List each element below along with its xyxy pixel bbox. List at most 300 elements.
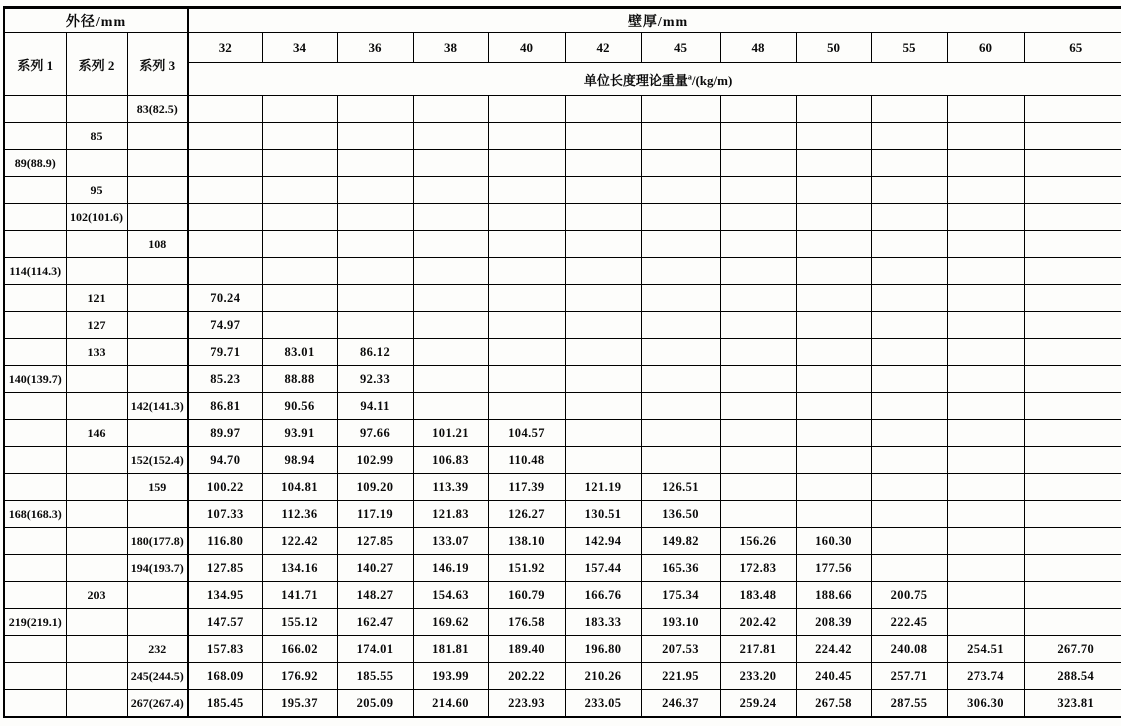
weight-cell <box>262 123 337 150</box>
series3-cell: 245(244.5) <box>127 663 188 690</box>
unit-weight-label: 单位长度理论重量 <box>583 72 688 88</box>
weight-cell: 181.81 <box>413 636 488 663</box>
weight-cell: 166.02 <box>262 636 337 663</box>
weight-cell: 183.33 <box>565 609 641 636</box>
weight-cell: 233.05 <box>565 690 641 718</box>
weight-cell: 174.01 <box>337 636 413 663</box>
weight-cell: 151.92 <box>488 555 565 582</box>
thickness-col-header: 32 <box>188 33 262 63</box>
weight-cell: 83.01 <box>262 339 337 366</box>
series3-cell <box>127 339 188 366</box>
weight-cell: 217.81 <box>720 636 796 663</box>
weight-cell <box>720 123 796 150</box>
weight-cell <box>565 123 641 150</box>
weight-cell: 116.80 <box>188 528 262 555</box>
weight-cell: 306.30 <box>947 690 1024 718</box>
weight-cell: 202.42 <box>720 609 796 636</box>
weight-cell <box>947 528 1024 555</box>
weight-cell <box>488 258 565 285</box>
weight-cell <box>641 285 720 312</box>
weight-cell: 127.85 <box>188 555 262 582</box>
weight-cell <box>565 366 641 393</box>
weight-cell <box>413 204 488 231</box>
series2-cell: 133 <box>66 339 127 366</box>
weight-cell <box>1024 258 1121 285</box>
weight-cell <box>641 96 720 123</box>
series2-cell <box>66 690 127 718</box>
weight-cell <box>641 366 720 393</box>
series3-cell <box>127 123 188 150</box>
series3-cell: 194(193.7) <box>127 555 188 582</box>
weight-cell: 185.45 <box>188 690 262 718</box>
weight-cell <box>262 150 337 177</box>
series2-header: 系列 2 <box>66 33 127 96</box>
table-row <box>4 366 1121 393</box>
weight-cell <box>720 393 796 420</box>
weight-cell: 92.33 <box>337 366 413 393</box>
weight-cell <box>641 258 720 285</box>
weight-cell <box>188 150 262 177</box>
weight-cell: 110.48 <box>488 447 565 474</box>
weight-cell: 148.27 <box>337 582 413 609</box>
weight-cell <box>565 285 641 312</box>
series2-cell <box>66 258 127 285</box>
weight-cell <box>413 366 488 393</box>
series1-cell: 168(168.3) <box>4 501 66 528</box>
series2-cell <box>66 150 127 177</box>
weight-cell: 106.83 <box>413 447 488 474</box>
thickness-col-header: 65 <box>1024 33 1121 63</box>
weight-cell <box>188 123 262 150</box>
weight-cell: 74.97 <box>188 312 262 339</box>
weight-cell: 130.51 <box>565 501 641 528</box>
weight-cell <box>413 123 488 150</box>
series3-cell: 267(267.4) <box>127 690 188 718</box>
weight-cell <box>947 582 1024 609</box>
series2-cell <box>66 231 127 258</box>
weight-cell <box>796 312 871 339</box>
weight-cell: 86.81 <box>188 393 262 420</box>
table-row <box>4 123 1121 150</box>
weight-cell <box>1024 150 1121 177</box>
weight-cell: 223.93 <box>488 690 565 718</box>
thickness-col-header: 45 <box>641 33 720 63</box>
weight-cell: 287.55 <box>871 690 947 718</box>
series3-header: 系列 3 <box>127 33 188 96</box>
weight-cell <box>947 285 1024 312</box>
series1-cell: 219(219.1) <box>4 609 66 636</box>
weight-cell <box>262 312 337 339</box>
weight-cell <box>947 231 1024 258</box>
weight-cell: 157.83 <box>188 636 262 663</box>
weight-cell <box>796 501 871 528</box>
series2-cell <box>66 501 127 528</box>
weight-cell: 134.95 <box>188 582 262 609</box>
weight-cell <box>947 555 1024 582</box>
series2-cell <box>66 636 127 663</box>
weight-cell <box>1024 177 1121 204</box>
weight-cell <box>641 177 720 204</box>
series2-cell <box>66 96 127 123</box>
weight-cell: 273.74 <box>947 663 1024 690</box>
weight-cell <box>641 150 720 177</box>
weight-cell <box>337 231 413 258</box>
series3-cell <box>127 150 188 177</box>
weight-cell: 98.94 <box>262 447 337 474</box>
weight-cell: 141.71 <box>262 582 337 609</box>
weight-cell <box>1024 204 1121 231</box>
table-row <box>4 501 1121 528</box>
weight-cell: 168.09 <box>188 663 262 690</box>
thickness-col-header: 48 <box>720 33 796 63</box>
weight-cell: 140.27 <box>337 555 413 582</box>
weight-cell <box>488 177 565 204</box>
weight-cell <box>565 96 641 123</box>
series3-cell <box>127 177 188 204</box>
table-body <box>4 96 1121 718</box>
weight-cell: 288.54 <box>1024 663 1121 690</box>
weight-cell <box>413 393 488 420</box>
weight-cell <box>1024 285 1121 312</box>
weight-cell: 154.63 <box>413 582 488 609</box>
weight-cell <box>1024 447 1121 474</box>
series1-cell <box>4 204 66 231</box>
weight-cell <box>488 339 565 366</box>
table-row <box>4 150 1121 177</box>
weight-cell: 222.45 <box>871 609 947 636</box>
series2-cell: 95 <box>66 177 127 204</box>
weight-cell: 90.56 <box>262 393 337 420</box>
weight-cell <box>413 258 488 285</box>
weight-cell: 166.76 <box>565 582 641 609</box>
series1-cell <box>4 285 66 312</box>
weight-cell <box>262 96 337 123</box>
weight-cell: 156.26 <box>720 528 796 555</box>
weight-cell <box>337 204 413 231</box>
weight-cell: 160.30 <box>796 528 871 555</box>
weight-cell: 157.44 <box>565 555 641 582</box>
weight-cell <box>871 123 947 150</box>
weight-cell: 100.22 <box>188 474 262 501</box>
weight-cell: 94.70 <box>188 447 262 474</box>
weight-cell <box>488 312 565 339</box>
weight-cell <box>871 366 947 393</box>
series2-cell: 127 <box>66 312 127 339</box>
weight-cell: 169.62 <box>413 609 488 636</box>
series2-cell: 203 <box>66 582 127 609</box>
weight-cell <box>413 285 488 312</box>
weight-cell: 142.94 <box>565 528 641 555</box>
weight-cell <box>796 285 871 312</box>
weight-cell <box>1024 582 1121 609</box>
weight-cell <box>262 204 337 231</box>
weight-cell <box>337 258 413 285</box>
weight-cell <box>871 285 947 312</box>
table-row <box>4 663 1121 690</box>
weight-cell: 138.10 <box>488 528 565 555</box>
weight-cell <box>1024 474 1121 501</box>
weight-cell: 147.57 <box>188 609 262 636</box>
weight-cell <box>947 393 1024 420</box>
weight-cell <box>796 474 871 501</box>
series1-cell <box>4 312 66 339</box>
series2-cell <box>66 393 127 420</box>
weight-cell <box>413 150 488 177</box>
weight-cell <box>947 96 1024 123</box>
weight-cell <box>641 123 720 150</box>
table-row <box>4 393 1121 420</box>
weight-cell <box>720 447 796 474</box>
weight-cell <box>1024 312 1121 339</box>
weight-cell <box>947 150 1024 177</box>
weight-cell <box>796 177 871 204</box>
weight-cell: 101.21 <box>413 420 488 447</box>
series1-header: 系列 1 <box>4 33 66 96</box>
series3-cell: 159 <box>127 474 188 501</box>
weight-cell <box>1024 555 1121 582</box>
weight-cell: 117.39 <box>488 474 565 501</box>
weight-cell <box>488 231 565 258</box>
series1-cell <box>4 474 66 501</box>
weight-cell: 162.47 <box>337 609 413 636</box>
weight-cell <box>641 339 720 366</box>
weight-cell <box>871 447 947 474</box>
thickness-col-header: 34 <box>262 33 337 63</box>
series3-cell: 232 <box>127 636 188 663</box>
table-row <box>4 285 1121 312</box>
weight-cell <box>796 231 871 258</box>
weight-cell <box>337 96 413 123</box>
weight-cell <box>796 204 871 231</box>
weight-cell: 176.58 <box>488 609 565 636</box>
weight-cell <box>188 177 262 204</box>
weight-cell: 70.24 <box>188 285 262 312</box>
table-row <box>4 447 1121 474</box>
weight-cell <box>871 339 947 366</box>
weight-cell: 214.60 <box>413 690 488 718</box>
weight-cell <box>720 474 796 501</box>
weight-cell: 195.37 <box>262 690 337 718</box>
weight-cell: 233.20 <box>720 663 796 690</box>
weight-cell <box>413 96 488 123</box>
weight-cell: 183.48 <box>720 582 796 609</box>
weight-cell <box>1024 420 1121 447</box>
table-row <box>4 258 1121 285</box>
weight-cell <box>947 420 1024 447</box>
table-row <box>4 636 1121 663</box>
weight-cell: 177.56 <box>796 555 871 582</box>
table-row <box>4 690 1121 718</box>
weight-cell: 85.23 <box>188 366 262 393</box>
weight-cell <box>488 96 565 123</box>
weight-cell: 104.81 <box>262 474 337 501</box>
weight-cell: 127.85 <box>337 528 413 555</box>
weight-cell <box>871 177 947 204</box>
pipe-weight-table <box>3 6 1121 718</box>
weight-cell: 121.83 <box>413 501 488 528</box>
weight-cell: 97.66 <box>337 420 413 447</box>
weight-cell <box>262 258 337 285</box>
series3-cell: 180(177.8) <box>127 528 188 555</box>
series3-cell: 142(141.3) <box>127 393 188 420</box>
thickness-col-header: 42 <box>565 33 641 63</box>
table-row <box>4 204 1121 231</box>
series3-cell <box>127 582 188 609</box>
weight-cell <box>565 231 641 258</box>
series3-cell <box>127 312 188 339</box>
series1-cell <box>4 636 66 663</box>
weight-cell <box>565 312 641 339</box>
table-row <box>4 339 1121 366</box>
series3-cell <box>127 420 188 447</box>
series3-cell <box>127 204 188 231</box>
weight-cell <box>188 204 262 231</box>
weight-cell <box>720 366 796 393</box>
weight-cell <box>720 339 796 366</box>
weight-cell: 122.42 <box>262 528 337 555</box>
weight-cell: 193.10 <box>641 609 720 636</box>
weight-cell <box>565 447 641 474</box>
weight-cell: 112.36 <box>262 501 337 528</box>
weight-cell <box>796 96 871 123</box>
weight-cell <box>565 177 641 204</box>
weight-cell: 267.58 <box>796 690 871 718</box>
weight-cell <box>188 231 262 258</box>
weight-cell: 267.70 <box>1024 636 1121 663</box>
weight-cell: 205.09 <box>337 690 413 718</box>
table-row <box>4 96 1121 123</box>
series1-cell <box>4 528 66 555</box>
series3-cell <box>127 609 188 636</box>
weight-cell <box>720 258 796 285</box>
weight-cell <box>796 447 871 474</box>
weight-cell: 202.22 <box>488 663 565 690</box>
weight-cell <box>488 393 565 420</box>
series1-cell <box>4 555 66 582</box>
weight-cell <box>871 150 947 177</box>
thickness-col-header: 36 <box>337 33 413 63</box>
series1-cell <box>4 96 66 123</box>
weight-cell: 104.57 <box>488 420 565 447</box>
series2-cell <box>66 366 127 393</box>
weight-cell: 207.53 <box>641 636 720 663</box>
series2-cell <box>66 528 127 555</box>
weight-cell <box>720 285 796 312</box>
weight-cell: 102.99 <box>337 447 413 474</box>
weight-cell <box>720 96 796 123</box>
weight-cell <box>720 420 796 447</box>
weight-cell: 88.88 <box>262 366 337 393</box>
weight-cell <box>871 474 947 501</box>
weight-cell: 188.66 <box>796 582 871 609</box>
weight-cell <box>947 366 1024 393</box>
weight-cell: 126.51 <box>641 474 720 501</box>
weight-cell <box>188 258 262 285</box>
weight-cell <box>565 420 641 447</box>
series3-cell <box>127 285 188 312</box>
table-row <box>4 177 1121 204</box>
weight-cell <box>871 96 947 123</box>
weight-cell <box>796 420 871 447</box>
weight-cell: 134.16 <box>262 555 337 582</box>
weight-cell <box>947 123 1024 150</box>
unit-weight-unit: /(kg/m) <box>691 72 733 88</box>
series3-cell <box>127 258 188 285</box>
weight-cell: 86.12 <box>337 339 413 366</box>
weight-cell <box>871 420 947 447</box>
weight-cell <box>488 366 565 393</box>
weight-cell: 240.45 <box>796 663 871 690</box>
weight-cell <box>337 285 413 312</box>
weight-cell <box>947 312 1024 339</box>
weight-cell: 89.97 <box>188 420 262 447</box>
weight-cell: 136.50 <box>641 501 720 528</box>
weight-cell <box>796 393 871 420</box>
series2-cell <box>66 447 127 474</box>
series3-cell: 83(82.5) <box>127 96 188 123</box>
weight-cell <box>488 150 565 177</box>
weight-cell <box>1024 339 1121 366</box>
table-header <box>4 8 1121 96</box>
series3-cell <box>127 501 188 528</box>
weight-cell <box>565 204 641 231</box>
weight-cell: 259.24 <box>720 690 796 718</box>
weight-cell: 133.07 <box>413 528 488 555</box>
series1-cell <box>4 177 66 204</box>
weight-cell <box>488 285 565 312</box>
weight-cell <box>947 258 1024 285</box>
series1-cell <box>4 663 66 690</box>
weight-cell: 94.11 <box>337 393 413 420</box>
weight-cell <box>796 123 871 150</box>
weight-cell: 200.75 <box>871 582 947 609</box>
thickness-col-header: 60 <box>947 33 1024 63</box>
series2-cell: 146 <box>66 420 127 447</box>
weight-cell <box>947 339 1024 366</box>
weight-cell: 189.40 <box>488 636 565 663</box>
weight-cell <box>1024 231 1121 258</box>
weight-cell <box>871 528 947 555</box>
series1-cell <box>4 447 66 474</box>
outer-diameter-header: 外径/mm <box>4 8 188 33</box>
weight-cell <box>641 420 720 447</box>
weight-cell <box>947 609 1024 636</box>
weight-cell <box>796 339 871 366</box>
weight-cell: 246.37 <box>641 690 720 718</box>
series2-cell <box>66 474 127 501</box>
weight-cell <box>641 312 720 339</box>
weight-cell <box>720 204 796 231</box>
series2-cell: 85 <box>66 123 127 150</box>
weight-cell <box>262 285 337 312</box>
weight-cell <box>565 258 641 285</box>
weight-cell <box>337 177 413 204</box>
weight-cell: 221.95 <box>641 663 720 690</box>
weight-cell <box>565 150 641 177</box>
series1-cell: 89(88.9) <box>4 150 66 177</box>
weight-cell <box>641 231 720 258</box>
weight-cell: 323.81 <box>1024 690 1121 718</box>
weight-cell: 185.55 <box>337 663 413 690</box>
table-row <box>4 555 1121 582</box>
weight-cell <box>871 501 947 528</box>
series3-cell: 108 <box>127 231 188 258</box>
weight-cell: 176.92 <box>262 663 337 690</box>
table-row <box>4 474 1121 501</box>
series3-cell <box>127 366 188 393</box>
weight-cell <box>488 204 565 231</box>
series1-cell <box>4 339 66 366</box>
